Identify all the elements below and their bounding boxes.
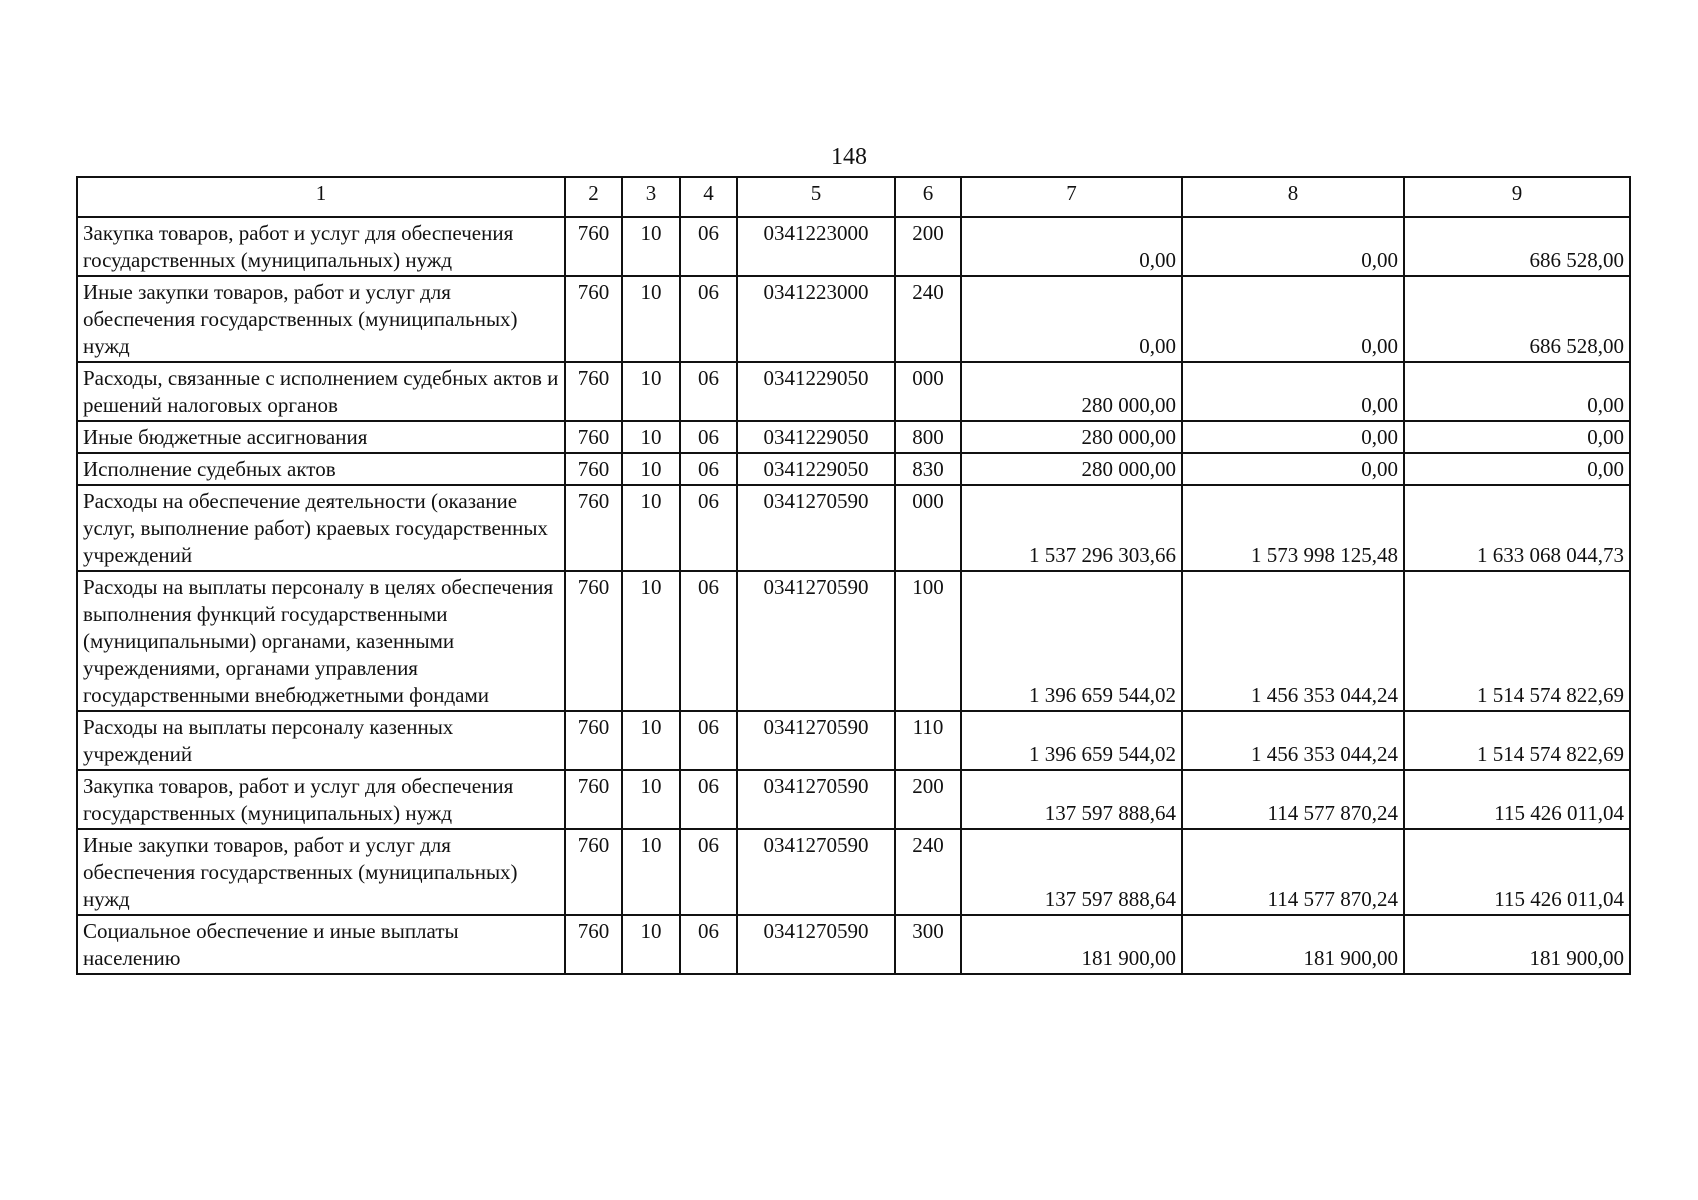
- code-cell: 760: [565, 276, 622, 362]
- row-name-cell: Закупка товаров, работ и услуг для обеспечения государственных (муниципальных) нужд: [77, 217, 565, 276]
- amount-cell: 137 597 888,64: [961, 829, 1182, 915]
- amount-cell: 0,00: [1182, 276, 1404, 362]
- amount-cell: 0,00: [1404, 421, 1630, 453]
- code-cell: 0341270590: [737, 711, 895, 770]
- code-cell: 760: [565, 915, 622, 974]
- code-cell: 06: [680, 421, 737, 453]
- amount-cell: 686 528,00: [1404, 276, 1630, 362]
- amount-cell: 181 900,00: [1182, 915, 1404, 974]
- code-cell: 240: [895, 276, 961, 362]
- code-cell: 760: [565, 453, 622, 485]
- code-cell: 760: [565, 485, 622, 571]
- amount-cell: 114 577 870,24: [1182, 829, 1404, 915]
- code-cell: 760: [565, 362, 622, 421]
- row-name-cell: Закупка товаров, работ и услуг для обеспечения государственных (муниципальных) нужд: [77, 770, 565, 829]
- amount-cell: 0,00: [1182, 362, 1404, 421]
- amount-cell: 1 514 574 822,69: [1404, 711, 1630, 770]
- amount-cell: 181 900,00: [1404, 915, 1630, 974]
- row-name-cell: Социальное обеспечение и иные выплаты населению: [77, 915, 565, 974]
- code-cell: 06: [680, 711, 737, 770]
- amount-cell: 1 514 574 822,69: [1404, 571, 1630, 711]
- table-row: [77, 711, 1630, 770]
- amount-cell: 1 633 068 044,73: [1404, 485, 1630, 571]
- code-cell: 100: [895, 571, 961, 711]
- amount-cell: 1 537 296 303,66: [961, 485, 1182, 571]
- row-name-cell: Расходы на обеспечение деятельности (оказание услуг, выполнение работ) краевых государственных учреждений: [77, 485, 565, 571]
- amount-cell: 114 577 870,24: [1182, 770, 1404, 829]
- column-header: 2: [565, 177, 622, 217]
- amount-cell: 115 426 011,04: [1404, 829, 1630, 915]
- code-cell: 110: [895, 711, 961, 770]
- code-cell: 000: [895, 485, 961, 571]
- code-cell: 760: [565, 571, 622, 711]
- amount-cell: 280 000,00: [961, 421, 1182, 453]
- amount-cell: 1 573 998 125,48: [1182, 485, 1404, 571]
- code-cell: 0341270590: [737, 571, 895, 711]
- code-cell: 10: [622, 362, 680, 421]
- row-name-cell: Иные бюджетные ассигнования: [77, 421, 565, 453]
- amount-cell: 280 000,00: [961, 362, 1182, 421]
- code-cell: 0341270590: [737, 770, 895, 829]
- amount-cell: 280 000,00: [961, 453, 1182, 485]
- code-cell: 10: [622, 915, 680, 974]
- amount-cell: 686 528,00: [1404, 217, 1630, 276]
- table-row: [77, 571, 1630, 711]
- code-cell: 06: [680, 276, 737, 362]
- table-row: [77, 217, 1630, 276]
- code-cell: 200: [895, 217, 961, 276]
- column-header-row: [77, 177, 1630, 217]
- table-row: [77, 276, 1630, 362]
- amount-cell: 181 900,00: [961, 915, 1182, 974]
- column-header: 8: [1182, 177, 1404, 217]
- column-header: 9: [1404, 177, 1630, 217]
- code-cell: 240: [895, 829, 961, 915]
- amount-cell: 1 456 353 044,24: [1182, 711, 1404, 770]
- code-cell: 300: [895, 915, 961, 974]
- column-header: 3: [622, 177, 680, 217]
- column-header: 1: [77, 177, 565, 217]
- amount-cell: 0,00: [1404, 453, 1630, 485]
- amount-cell: 0,00: [1182, 421, 1404, 453]
- code-cell: 760: [565, 770, 622, 829]
- code-cell: 10: [622, 217, 680, 276]
- code-cell: 0341270590: [737, 485, 895, 571]
- table-row: [77, 915, 1630, 974]
- table-row: [77, 453, 1630, 485]
- row-name-cell: Исполнение судебных актов: [77, 453, 565, 485]
- code-cell: 06: [680, 915, 737, 974]
- column-header: 7: [961, 177, 1182, 217]
- code-cell: 10: [622, 711, 680, 770]
- code-cell: 0341223000: [737, 276, 895, 362]
- column-header: 5: [737, 177, 895, 217]
- row-name-cell: Расходы на выплаты персоналу в целях обеспечения выполнения функций государственными (муниципальными) органами, казенными учреждениями, органами управления государственными внебюджетными фондами: [77, 571, 565, 711]
- code-cell: 800: [895, 421, 961, 453]
- amount-cell: 0,00: [1404, 362, 1630, 421]
- page-number: 148: [831, 144, 867, 170]
- code-cell: 06: [680, 362, 737, 421]
- code-cell: 830: [895, 453, 961, 485]
- row-name-cell: Расходы на выплаты персоналу казенных учреждений: [77, 711, 565, 770]
- code-cell: 10: [622, 829, 680, 915]
- amount-cell: 1 396 659 544,02: [961, 711, 1182, 770]
- column-header: 6: [895, 177, 961, 217]
- amount-cell: 137 597 888,64: [961, 770, 1182, 829]
- code-cell: 0341229050: [737, 453, 895, 485]
- code-cell: 200: [895, 770, 961, 829]
- code-cell: 06: [680, 571, 737, 711]
- table-row: [77, 421, 1630, 453]
- code-cell: 06: [680, 485, 737, 571]
- code-cell: 0341229050: [737, 362, 895, 421]
- amount-cell: 115 426 011,04: [1404, 770, 1630, 829]
- code-cell: 0341223000: [737, 217, 895, 276]
- amount-cell: 0,00: [961, 217, 1182, 276]
- code-cell: 10: [622, 421, 680, 453]
- amount-cell: 1 456 353 044,24: [1182, 571, 1404, 711]
- code-cell: 06: [680, 217, 737, 276]
- row-name-cell: Иные закупки товаров, работ и услуг для обеспечения государственных (муниципальных) нужд: [77, 276, 565, 362]
- code-cell: 10: [622, 770, 680, 829]
- code-cell: 0341270590: [737, 829, 895, 915]
- code-cell: 10: [622, 276, 680, 362]
- code-cell: 10: [622, 453, 680, 485]
- code-cell: 000: [895, 362, 961, 421]
- amount-cell: 1 396 659 544,02: [961, 571, 1182, 711]
- code-cell: 760: [565, 217, 622, 276]
- code-cell: 06: [680, 453, 737, 485]
- amount-cell: 0,00: [1182, 453, 1404, 485]
- code-cell: 760: [565, 421, 622, 453]
- table-row: [77, 485, 1630, 571]
- budget-table: [76, 176, 1631, 975]
- table-row: [77, 829, 1630, 915]
- code-cell: 10: [622, 571, 680, 711]
- code-cell: 0341229050: [737, 421, 895, 453]
- code-cell: 0341270590: [737, 915, 895, 974]
- code-cell: 760: [565, 829, 622, 915]
- table-row: [77, 362, 1630, 421]
- row-name-cell: Расходы, связанные с исполнением судебных актов и решений налоговых органов: [77, 362, 565, 421]
- column-header: 4: [680, 177, 737, 217]
- table-row: [77, 770, 1630, 829]
- code-cell: 10: [622, 485, 680, 571]
- amount-cell: 0,00: [1182, 217, 1404, 276]
- amount-cell: 0,00: [961, 276, 1182, 362]
- row-name-cell: Иные закупки товаров, работ и услуг для обеспечения государственных (муниципальных) нужд: [77, 829, 565, 915]
- code-cell: 760: [565, 711, 622, 770]
- code-cell: 06: [680, 770, 737, 829]
- code-cell: 06: [680, 829, 737, 915]
